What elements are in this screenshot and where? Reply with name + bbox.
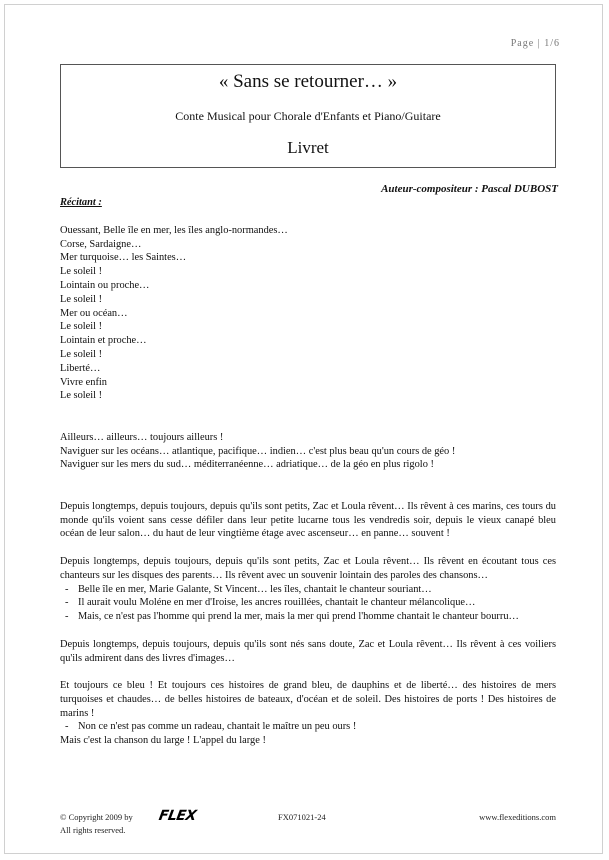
- song-list: [60, 583, 556, 624]
- poem-line: Le soleil !: [60, 390, 103, 402]
- poem-stanza: [60, 224, 556, 403]
- stanza-line: Ailleurs… ailleurs… toujours ailleurs !: [60, 431, 224, 443]
- document-subtitle: Conte Musical pour Chorale d'Enfants et Piano/Guitare: [175, 109, 441, 123]
- libretto-text: [60, 196, 556, 748]
- poem-line: Le soleil !: [60, 348, 103, 360]
- poem-line: Mer ou océan…: [60, 307, 128, 319]
- list-item: - Belle île en mer, Marie Galante, St Vincent… les îles, chantait le chanteur souriant…: [78, 583, 556, 597]
- stanza-line: Naviguer sur les mers du sud… méditerranéenne… adriatique… de la géo en plus rigolo !: [60, 459, 434, 471]
- poem-line: Ouessant, Belle île en mer, les îles anglo-normandes…: [60, 224, 288, 236]
- closing-line: Mais c'est la chanson du large ! L'appel du large !: [60, 735, 266, 747]
- stanza-two: [60, 431, 556, 472]
- copyright: © Copyright 2009 by: [60, 812, 133, 822]
- section-title: Récitant :: [60, 197, 102, 208]
- paragraph: Depuis longtemps, depuis toujours, depuis qu'ils sont petits, Zac et Loula rêvent… Ils rêvent en écoutant tous ces chanteurs sur les disques des parents… Ils rêvent avec un souvenir lointain des paroles des chansons…: [60, 555, 556, 581]
- document-type: Livret: [287, 138, 329, 157]
- list-item: - Mais, ce n'est pas l'homme qui prend la mer, mais la mer qui prend l'homme chantait le chanteur bourru…: [78, 610, 556, 624]
- reference-code: FX071021-24: [278, 812, 326, 822]
- paragraph: Depuis longtemps, depuis toujours, depuis qu'ils sont petits, Zac et Loula rêvent… Ils rêvent à ces marins, ces tours du monde qu'ils voient sans cesse défiler dans leur petite lucarne tous les vendredis soir, depuis le vieux canapé bleu océan de leur salon… du haut de leur vingtième étage avec ascenseur… en panne… souvent !: [60, 500, 556, 540]
- footer: [60, 808, 556, 846]
- publisher-logo: FLEX: [157, 808, 198, 824]
- poem-line: Vivre enfin: [60, 376, 107, 388]
- poem-line: Le soleil !: [60, 321, 103, 333]
- list-item: - Non ce n'est pas comme un radeau, chantait le maître un peu ours !: [78, 720, 556, 734]
- title-box: [60, 64, 556, 168]
- document-title: « Sans se retourner… »: [218, 71, 398, 92]
- paragraph: Depuis longtemps, depuis toujours, depuis qu'ils sont nés sans doute, Zac et Loula rêvent… Ils rêvent à ces voiliers qu'ils admirent dans des livres d'images…: [60, 638, 556, 664]
- paragraph: Et toujours ce bleu ! Et toujours ces histoires de grand bleu, de dauphins et de liberté… des histoires de mers turquoises et chaudes… de belles histoires de bateaux, d'océan et de soleil. Des histoires de ports ! Des histoires de marins !: [60, 680, 556, 719]
- poem-line: Lointain et proche…: [60, 335, 147, 347]
- rights-reserved: All rights reserved.: [60, 825, 126, 835]
- poem-line: Lointain ou proche…: [60, 279, 150, 291]
- poem-line: Mer turquoise… les Saintes…: [60, 252, 187, 264]
- list-item: - Il aurait voulu Moléne en mer d'Iroise, les ancres rouillées, chantait le chanteur mélancolique…: [78, 596, 556, 610]
- poem-line: Le soleil !: [60, 293, 103, 305]
- poem-line: Corse, Sardaigne…: [60, 238, 142, 250]
- stanza-line: Naviguer sur les océans… atlantique, pacifique… indien… c'est plus beau qu'un cours de géo !: [60, 445, 456, 457]
- website: www.flexeditions.com: [479, 812, 556, 822]
- author-line: Auteur-compositeur : Pascal DUBOST: [381, 183, 558, 195]
- page-number: Page | 1/6: [510, 38, 560, 49]
- poem-line: Le soleil !: [60, 266, 103, 278]
- song-list: [60, 720, 556, 734]
- poem-line: Liberté…: [60, 362, 101, 374]
